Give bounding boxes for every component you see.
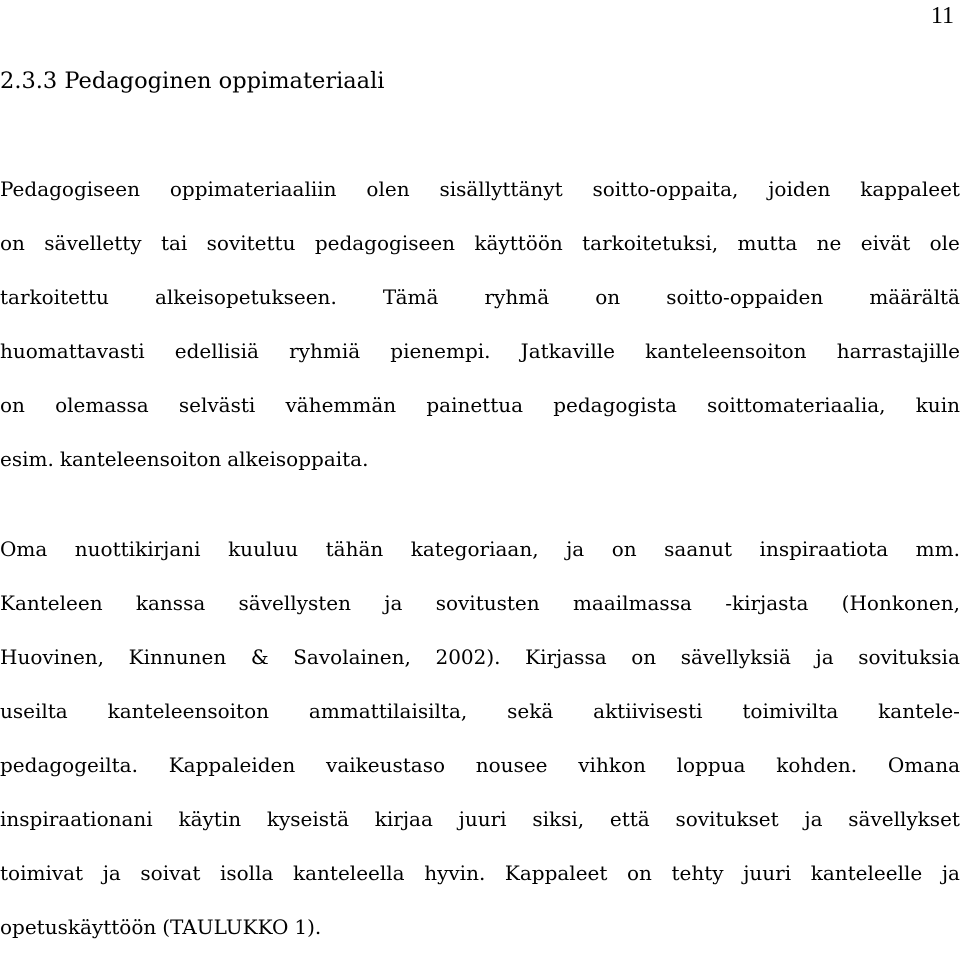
word: inspiraatiota	[759, 537, 889, 561]
word: siksi,	[532, 807, 585, 831]
word: sovituksia	[858, 645, 960, 669]
word: opetuskäyttöön	[0, 915, 157, 939]
text-line	[0, 162, 960, 216]
word: soitto-oppaita,	[592, 177, 739, 201]
word: ja	[804, 807, 823, 831]
word: nousee	[475, 753, 548, 777]
word: -kirjasta	[725, 591, 809, 615]
text-line	[0, 270, 960, 324]
word: 1).	[294, 915, 322, 939]
word: saanut	[664, 537, 733, 561]
word: on	[631, 645, 657, 669]
word: Omana	[887, 753, 960, 777]
word: (Honkonen,	[841, 591, 960, 615]
paragraph-2	[0, 522, 960, 954]
text-line	[0, 792, 960, 846]
word: Kinnunen	[128, 645, 227, 669]
word: sävellyksiä	[680, 645, 791, 669]
word: Savolainen,	[293, 645, 411, 669]
word: käyttöön	[474, 231, 563, 255]
word: ne	[816, 231, 842, 255]
word: määrältä	[869, 285, 960, 309]
word: pedagogiseen	[314, 231, 456, 255]
word: eivät	[860, 231, 911, 255]
word: toimivilta	[742, 699, 839, 723]
word: sävelletty	[44, 231, 142, 255]
paragraph-1	[0, 162, 960, 486]
word: ja	[815, 645, 834, 669]
word: kategoriaan,	[410, 537, 539, 561]
section-heading: 2.3.3 Pedagoginen oppimateriaali	[0, 68, 385, 94]
word: tarkoitettu	[0, 285, 109, 309]
word: Tämä	[382, 285, 439, 309]
word: kanteleella	[293, 861, 405, 885]
text-line	[0, 684, 960, 738]
text-line	[0, 522, 960, 576]
word: kanssa	[135, 591, 206, 615]
word: sävellysten	[238, 591, 351, 615]
word: selvästi	[178, 393, 256, 417]
text-line	[0, 846, 960, 900]
word: huomattavasti	[0, 339, 145, 363]
word: kirjaa	[374, 807, 433, 831]
word: tarkoitetuksi,	[582, 231, 719, 255]
word: kanteleensoiton	[107, 699, 270, 723]
text-line	[0, 324, 960, 378]
word: Pedagogiseen	[0, 177, 140, 201]
word: alkeisoppaita.	[227, 447, 369, 471]
word: (TAULUKKO	[162, 915, 289, 939]
word: mutta	[737, 231, 798, 255]
word: vihkon	[578, 753, 646, 777]
word: tähän	[325, 537, 384, 561]
word: nuottikirjani	[74, 537, 201, 561]
text-line	[0, 216, 960, 270]
text-line	[0, 900, 960, 954]
word: kohden.	[776, 753, 858, 777]
word: Kappaleet	[504, 861, 608, 885]
word: sekä	[507, 699, 554, 723]
word: mm.	[915, 537, 960, 561]
word: ole	[929, 231, 960, 255]
word: kanteleelle	[810, 861, 923, 885]
word: kantele-	[878, 699, 960, 723]
word: sävellykset	[848, 807, 960, 831]
word: sovitusten	[435, 591, 540, 615]
word: oppimateriaaliin	[169, 177, 337, 201]
word: kyseistä	[266, 807, 350, 831]
word: painettua	[426, 393, 524, 417]
word: esim.	[0, 447, 54, 471]
word: pedagogista	[553, 393, 677, 417]
word: isolla	[219, 861, 274, 885]
word: hyvin.	[424, 861, 486, 885]
word: Kanteleen	[0, 591, 103, 615]
word: 2002).	[435, 645, 501, 669]
word: ja	[566, 537, 585, 561]
text-line	[0, 576, 960, 630]
word: on	[611, 537, 637, 561]
page-number: 11	[930, 3, 954, 29]
word: soittomateriaalia,	[707, 393, 886, 417]
word: soivat	[140, 861, 201, 885]
text-line	[0, 378, 960, 432]
word: Kappaleiden	[168, 753, 296, 777]
word: kuuluu	[228, 537, 299, 561]
word: juuri	[458, 807, 507, 831]
text-line	[0, 738, 960, 792]
word: pienempi.	[390, 339, 491, 363]
word: käytin	[178, 807, 242, 831]
word: useilta	[0, 699, 68, 723]
word: ammattilaisilta,	[308, 699, 468, 723]
word: &	[250, 645, 269, 669]
word: ja	[941, 861, 960, 885]
word: sovitukset	[675, 807, 779, 831]
word: on	[627, 861, 652, 885]
word: edellisiä	[174, 339, 259, 363]
word: alkeisopetukseen.	[154, 285, 337, 309]
word: Jatkaville	[520, 339, 616, 363]
word: joiden	[768, 177, 831, 201]
word: on	[595, 285, 621, 309]
word: harrastajille	[836, 339, 960, 363]
word: inspiraationani	[0, 807, 153, 831]
word: kappaleet	[860, 177, 960, 201]
word: pedagogeilta.	[0, 753, 138, 777]
word: että	[609, 807, 650, 831]
word: ja	[384, 591, 403, 615]
text-line	[0, 630, 960, 684]
word: on	[0, 393, 25, 417]
word: olemassa	[55, 393, 149, 417]
word: Huovinen,	[0, 645, 105, 669]
word: loppua	[676, 753, 746, 777]
word: juuri	[743, 861, 792, 885]
word: vaikeustaso	[326, 753, 445, 777]
word: Kirjassa	[525, 645, 607, 669]
word: soitto-oppaiden	[666, 285, 824, 309]
word: kanteleensoiton	[645, 339, 807, 363]
word: toimivat	[0, 861, 84, 885]
word: Oma	[0, 537, 48, 561]
word: kanteleensoiton	[59, 447, 222, 471]
word: ryhmä	[484, 285, 550, 309]
word: aktiivisesti	[593, 699, 703, 723]
word: ja	[102, 861, 121, 885]
word: maailmassa	[572, 591, 692, 615]
word: olen	[366, 177, 410, 201]
word: sovitettu	[206, 231, 296, 255]
word: ryhmiä	[289, 339, 361, 363]
word: vähemmän	[285, 393, 397, 417]
word: tai	[160, 231, 188, 255]
word: kuin	[915, 393, 960, 417]
text-line	[0, 432, 960, 486]
word: on	[0, 231, 25, 255]
word: tehty	[671, 861, 724, 885]
word: sisällyttänyt	[439, 177, 563, 201]
